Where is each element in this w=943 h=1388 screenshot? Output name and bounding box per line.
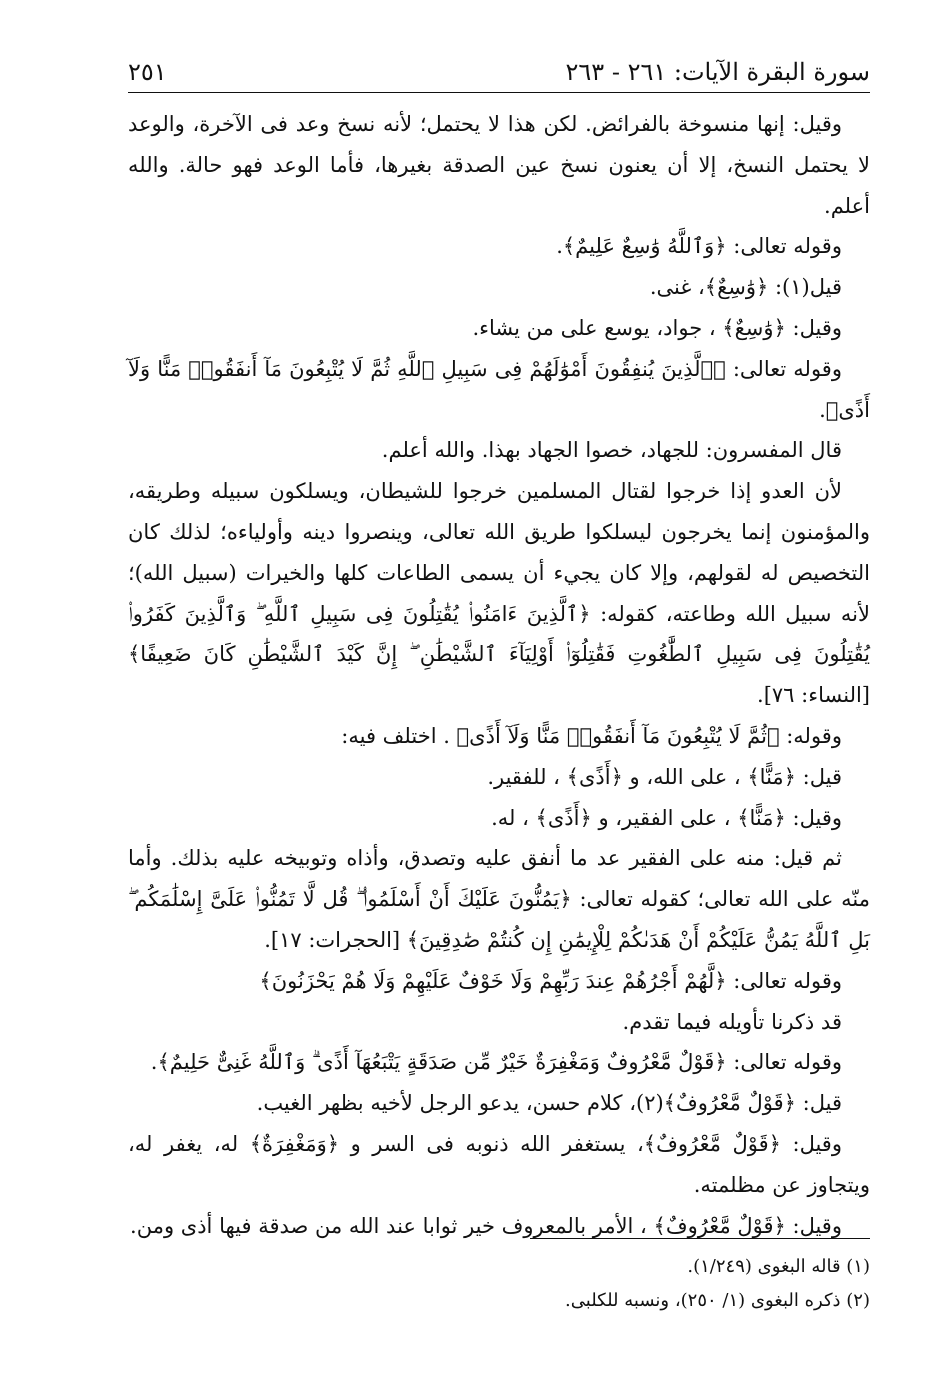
paragraph: وقوله تعالى: ﴿قَوْلٌ مَّعْرُوفٌ وَمَغْفِرَةٌ خَيْرٌ مِّن صَدَقَةٍ يَتْبَعُهَآ أَذًى ۗ وَٱللَّهُ غَنِىٌّ حَلِيمٌ﴾. [150, 1050, 842, 1075]
paragraph: وقيل: إنها منسوخة بالفرائض. لكن هذا لا يحتمل؛ لأنه نسخ وعد فى الآخرة، والوعد لا يحتمل النسخ، إلا أن يعنون نسخ عين الصدقة بغيرها، فأما الوعد فهو حالة. والله أعلم. [128, 112, 870, 218]
header-rule [128, 92, 870, 93]
running-title: سورة البقرة الآيات: ٢٦١ - ٢٦٣ [565, 58, 870, 86]
paragraph: وقيل: ﴿وَٰسِعٌ﴾ ، جواد، يوسع على من يشاء. [472, 315, 842, 340]
paragraph: وقوله تعالى: ﴿لَّهُمْ أَجْرُهُمْ عِندَ رَبِّهِمْ وَلَا خَوْفٌ عَلَيْهِمْ وَلَا هُمْ يَحْزَنُونَ﴾ [259, 968, 842, 993]
paragraph: وقوله تعالى: ﴿ٱلَّذِينَ يُنفِقُونَ أَمْوَٰلَهُمْ فِى سَبِيلِ ٱللَّهِ ثُمَّ لَا يُتْبِعُونَ مَآ أَنفَقُوا۟ مَنًّا وَلَآ أَذًى﴾. [128, 356, 870, 422]
paragraph: لأن العدو إذا خرجوا لقتال المسلمين خرجوا للشيطان، ويسلكون سبيله وطريقه، والمؤمنون إنما يخرجون ليسلكوا طريق الله تعالى، وينصروا دينه وأولياءه؛ لذلك كان التخصيص له لقولهم، وإلا كان يجيء أن يسمى الطاعات كلها والخيرات (سبيل الله)؛ لأنه سبيل الله وطاعته، كقوله: ﴿ٱلَّذِينَ ءَامَنُوا۟ يُقَٰتِلُونَ فِى سَبِيلِ ٱللَّهِ ۖ وَٱلَّذِينَ كَفَرُوا۟ يُقَٰتِلُونَ فِى سَبِيلِ ٱلطَّٰغُوتِ فَقَٰتِلُوٓا۟ أَوْلِيَآءَ ٱلشَّيْطَٰنِ ۖ إِنَّ كَيْدَ ٱلشَّيْطَٰنِ كَانَ ضَعِيفًا﴾ [النساء: ٧٦]. [128, 479, 870, 708]
page-number: ٢٥١ [128, 58, 167, 86]
paragraph: قيل(١): ﴿وَٰسِعٌ﴾، غنى. [649, 275, 842, 300]
paragraph: ثم قيل: منه على الفقير عد ما أنفق عليه وتصدق، وأذاه وتوبيخه عليه بذلك. وأما منّه على الله تعالى؛ كقوله تعالى: ﴿يَمُنُّونَ عَلَيْكَ أَنْ أَسْلَمُوا۟ ۖ قُل لَّا تَمُنُّوا۟ عَلَىَّ إِسْلَٰمَكُم ۖ بَلِ ٱللَّهُ يَمُنُّ عَلَيْكُمْ أَنْ هَدَىٰكُمْ لِلْإِيمَٰنِ إِن كُنتُمْ صَٰدِقِينَ﴾ [الحجرات: ١٧]. [128, 846, 870, 952]
paragraph: قال المفسرون: للجهاد، خصوا الجهاد بهذا. والله أعلم. [381, 438, 842, 463]
paragraph: وقوله: ﴿ثُمَّ لَا يُتْبِعُونَ مَآ أَنفَقُوا۟ مَنًّا وَلَآ أَذًى﴾ . اختلف فيه: [341, 723, 842, 748]
footnote: (٢) ذكره البغوى (١/ ٢٥٠)، ونسبه للكلبى. [565, 1290, 870, 1311]
page-header [128, 38, 870, 92]
paragraph: وقيل: ﴿قَوْلٌ مَّعْرُوفٌ﴾ ، الأمر بالمعروف خير ثوابا عند الله من صدقة فيها أذى ومن. [130, 1213, 842, 1238]
footnotes [128, 1250, 870, 1318]
paragraph: قد ذكرنا تأويله فيما تقدم. [622, 1009, 842, 1034]
paragraph: وقوله تعالى: ﴿وَٱللَّهُ وَٰسِعٌ عَلِيمٌ﴾. [556, 234, 842, 259]
paragraph: قيل: ﴿قَوْلٌ مَّعْرُوفٌ﴾(٢)، كلام حسن، يدعو الرجل لأخيه بظهر الغيب. [256, 1091, 842, 1116]
paragraph: وقيل: ﴿مَنًّا﴾ ، على الفقير، و ﴿أَذًى﴾ ، له. [491, 805, 842, 830]
footnote-rule [530, 1238, 870, 1239]
footnote: (١) قاله البغوى (١/٢٤٩). [687, 1256, 870, 1277]
main-text [128, 104, 870, 1246]
paragraph: وقيل: ﴿قَوْلٌ مَّعْرُوفٌ﴾، يستغفر الله ذنوبه فى السر و ﴿وَمَغْفِرَةٌ﴾ له، يغفر له، ويتجاوز عن مظلمته. [128, 1131, 870, 1197]
paragraph: قيل: ﴿مَنًّا﴾ ، على الله، و ﴿أَذًى﴾ ، للفقير. [487, 764, 842, 789]
